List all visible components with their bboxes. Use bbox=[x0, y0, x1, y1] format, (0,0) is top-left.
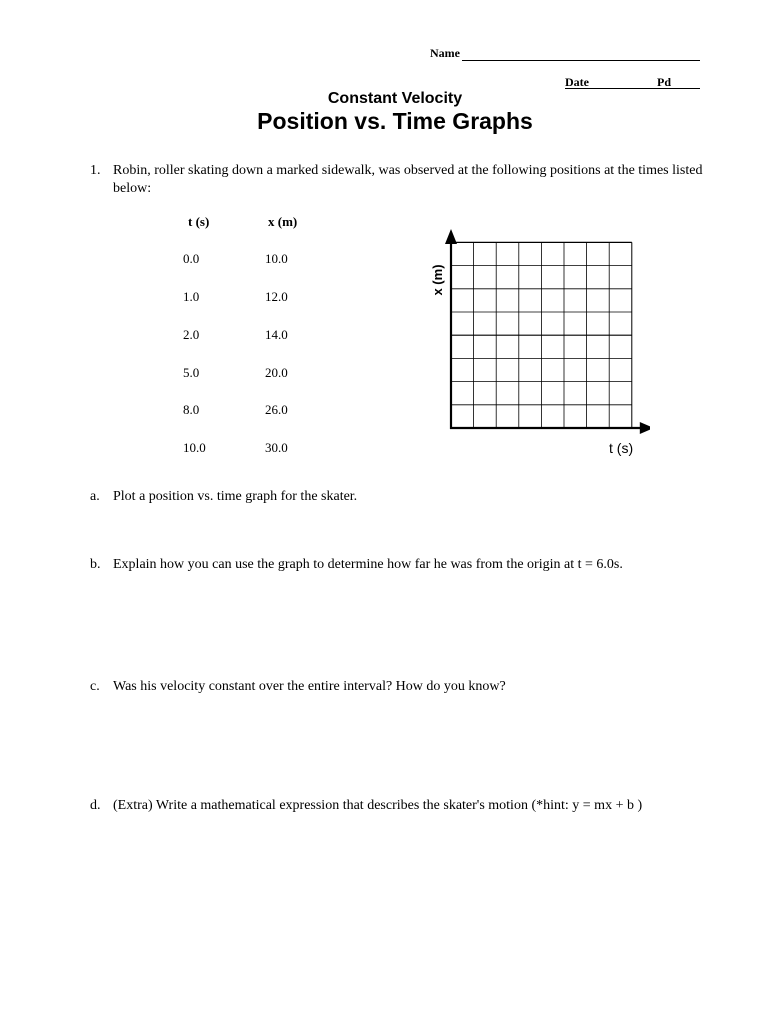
question-d-text: (Extra) Write a mathematical expression that describes the skater's motion (*hint: y = mx + b ) bbox=[113, 798, 643, 813]
table-cell-time: 10.0 bbox=[183, 440, 206, 455]
question-a-letter: a. bbox=[90, 489, 100, 504]
page-subtitle: Constant Velocity bbox=[327, 90, 463, 107]
y-axis-arrow-icon bbox=[445, 229, 457, 244]
table-cell-position: 26.0 bbox=[265, 402, 288, 417]
question-1-number: 1. bbox=[90, 163, 101, 178]
y-axis-label: x (m) bbox=[430, 264, 445, 296]
table-cell-time: 0.0 bbox=[183, 251, 200, 266]
question-d-letter: d. bbox=[90, 798, 101, 813]
period-label: Pd bbox=[657, 75, 672, 89]
x-axis-arrow-icon bbox=[640, 422, 650, 434]
date-label: Date bbox=[565, 75, 589, 89]
name-blank-line[interactable] bbox=[462, 60, 700, 61]
table-cell-position: 10.0 bbox=[265, 251, 288, 266]
table-cell-position: 20.0 bbox=[265, 365, 288, 380]
table-header-time: t (s) bbox=[188, 214, 210, 229]
question-b-letter: b. bbox=[90, 557, 101, 572]
table-cell-time: 5.0 bbox=[183, 365, 200, 380]
blank-graph-grid[interactable] bbox=[420, 226, 650, 441]
table-cell-time: 1.0 bbox=[183, 289, 200, 304]
question-c-text: Was his velocity constant over the entire interval? How do you know? bbox=[113, 679, 506, 694]
x-axis-label: t (s) bbox=[609, 440, 634, 456]
table-cell-position: 30.0 bbox=[265, 440, 288, 455]
table-cell-time: 8.0 bbox=[183, 402, 200, 417]
table-cell-position: 12.0 bbox=[265, 289, 288, 304]
table-cell-time: 2.0 bbox=[183, 327, 200, 342]
period-blank-line[interactable] bbox=[606, 88, 700, 89]
table-header-position: x (m) bbox=[268, 214, 298, 229]
page-title: Position vs. Time Graphs bbox=[257, 108, 533, 134]
question-b-text: Explain how you can use the graph to determine how far he was from the origin at t = 6.0s. bbox=[113, 557, 623, 572]
question-a-text: Plot a position vs. time graph for the skater. bbox=[113, 489, 358, 504]
table-cell-position: 14.0 bbox=[265, 327, 288, 342]
name-label: Name bbox=[430, 46, 460, 60]
question-c-letter: c. bbox=[90, 679, 100, 694]
question-1-text: Robin, roller skating down a marked sidewalk, was observed at the following positions at the times listed below: bbox=[113, 163, 703, 196]
